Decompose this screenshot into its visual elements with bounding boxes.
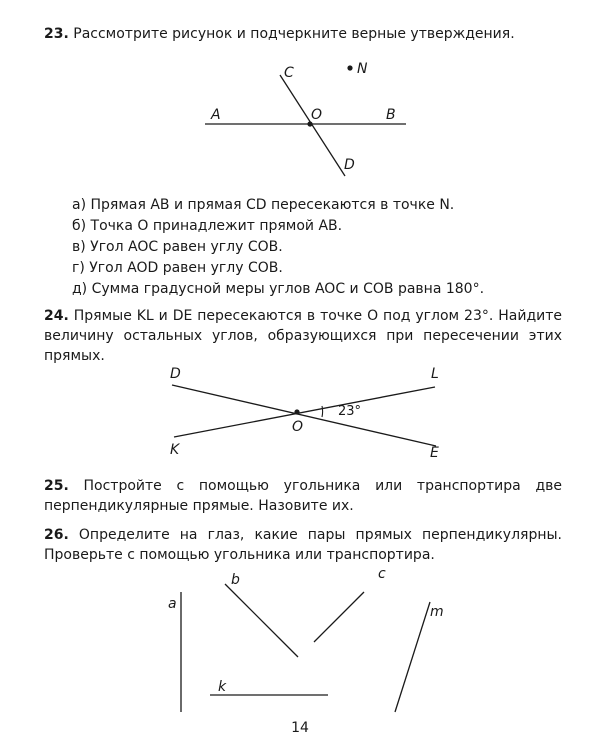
- task-26-number: 26.: [44, 527, 69, 543]
- label-m: m: [430, 604, 444, 620]
- task-23-option-d: г) Угол AOD равен углу COB.: [72, 260, 283, 276]
- task-23-option-e: д) Сумма градусной меры углов AOC и COB равна 180°.: [72, 281, 485, 297]
- label-c: C: [284, 65, 294, 81]
- label-a: a: [168, 596, 177, 612]
- label-n: N: [357, 61, 368, 77]
- line-b: [225, 584, 298, 657]
- label-b: B: [386, 107, 396, 123]
- label-k: k: [218, 679, 227, 695]
- task-23-option-a: а) Прямая AB и прямая CD пересекаются в точке N.: [72, 197, 455, 213]
- label-d: D: [170, 366, 181, 382]
- label-c: c: [378, 566, 386, 582]
- task-23-number: 23.: [44, 26, 69, 42]
- label-o: O: [311, 107, 323, 123]
- label-d: D: [344, 157, 355, 173]
- task-24-text: Прямые KL и DE пересекаются в точке O под углом 23°. Найдите величину остальных углов, образующихся при пересечении этих прямых.: [44, 308, 562, 364]
- label-e: E: [430, 445, 439, 461]
- label-a: A: [211, 107, 221, 123]
- label-l: L: [431, 366, 439, 382]
- task-23-text: Рассмотрите рисунок и подчеркните верные утверждения.: [68, 26, 515, 42]
- line-c: [314, 592, 364, 642]
- label-k: K: [170, 442, 180, 458]
- task-23-option-c: в) Угол AOC равен углу COB.: [72, 239, 283, 255]
- angle-label: 23°: [338, 404, 362, 419]
- page-number: 14: [291, 720, 309, 736]
- label-o: O: [292, 419, 304, 435]
- task-23-option-b: б) Точка O принадлежит прямой AB.: [72, 218, 343, 234]
- task-25-number: 25.: [44, 478, 69, 494]
- line-m: [395, 602, 430, 712]
- task-26-text: Определите на глаз, какие пары прямых перпендикулярны. Проверьте с помощью угольника или транспортира.: [44, 527, 562, 563]
- task-25-text: Постройте с помощью угольника или транспортира две перпендикулярные прямые. Назовите их.: [44, 478, 562, 514]
- label-b: b: [231, 572, 240, 588]
- task-24-number: 24.: [44, 308, 69, 324]
